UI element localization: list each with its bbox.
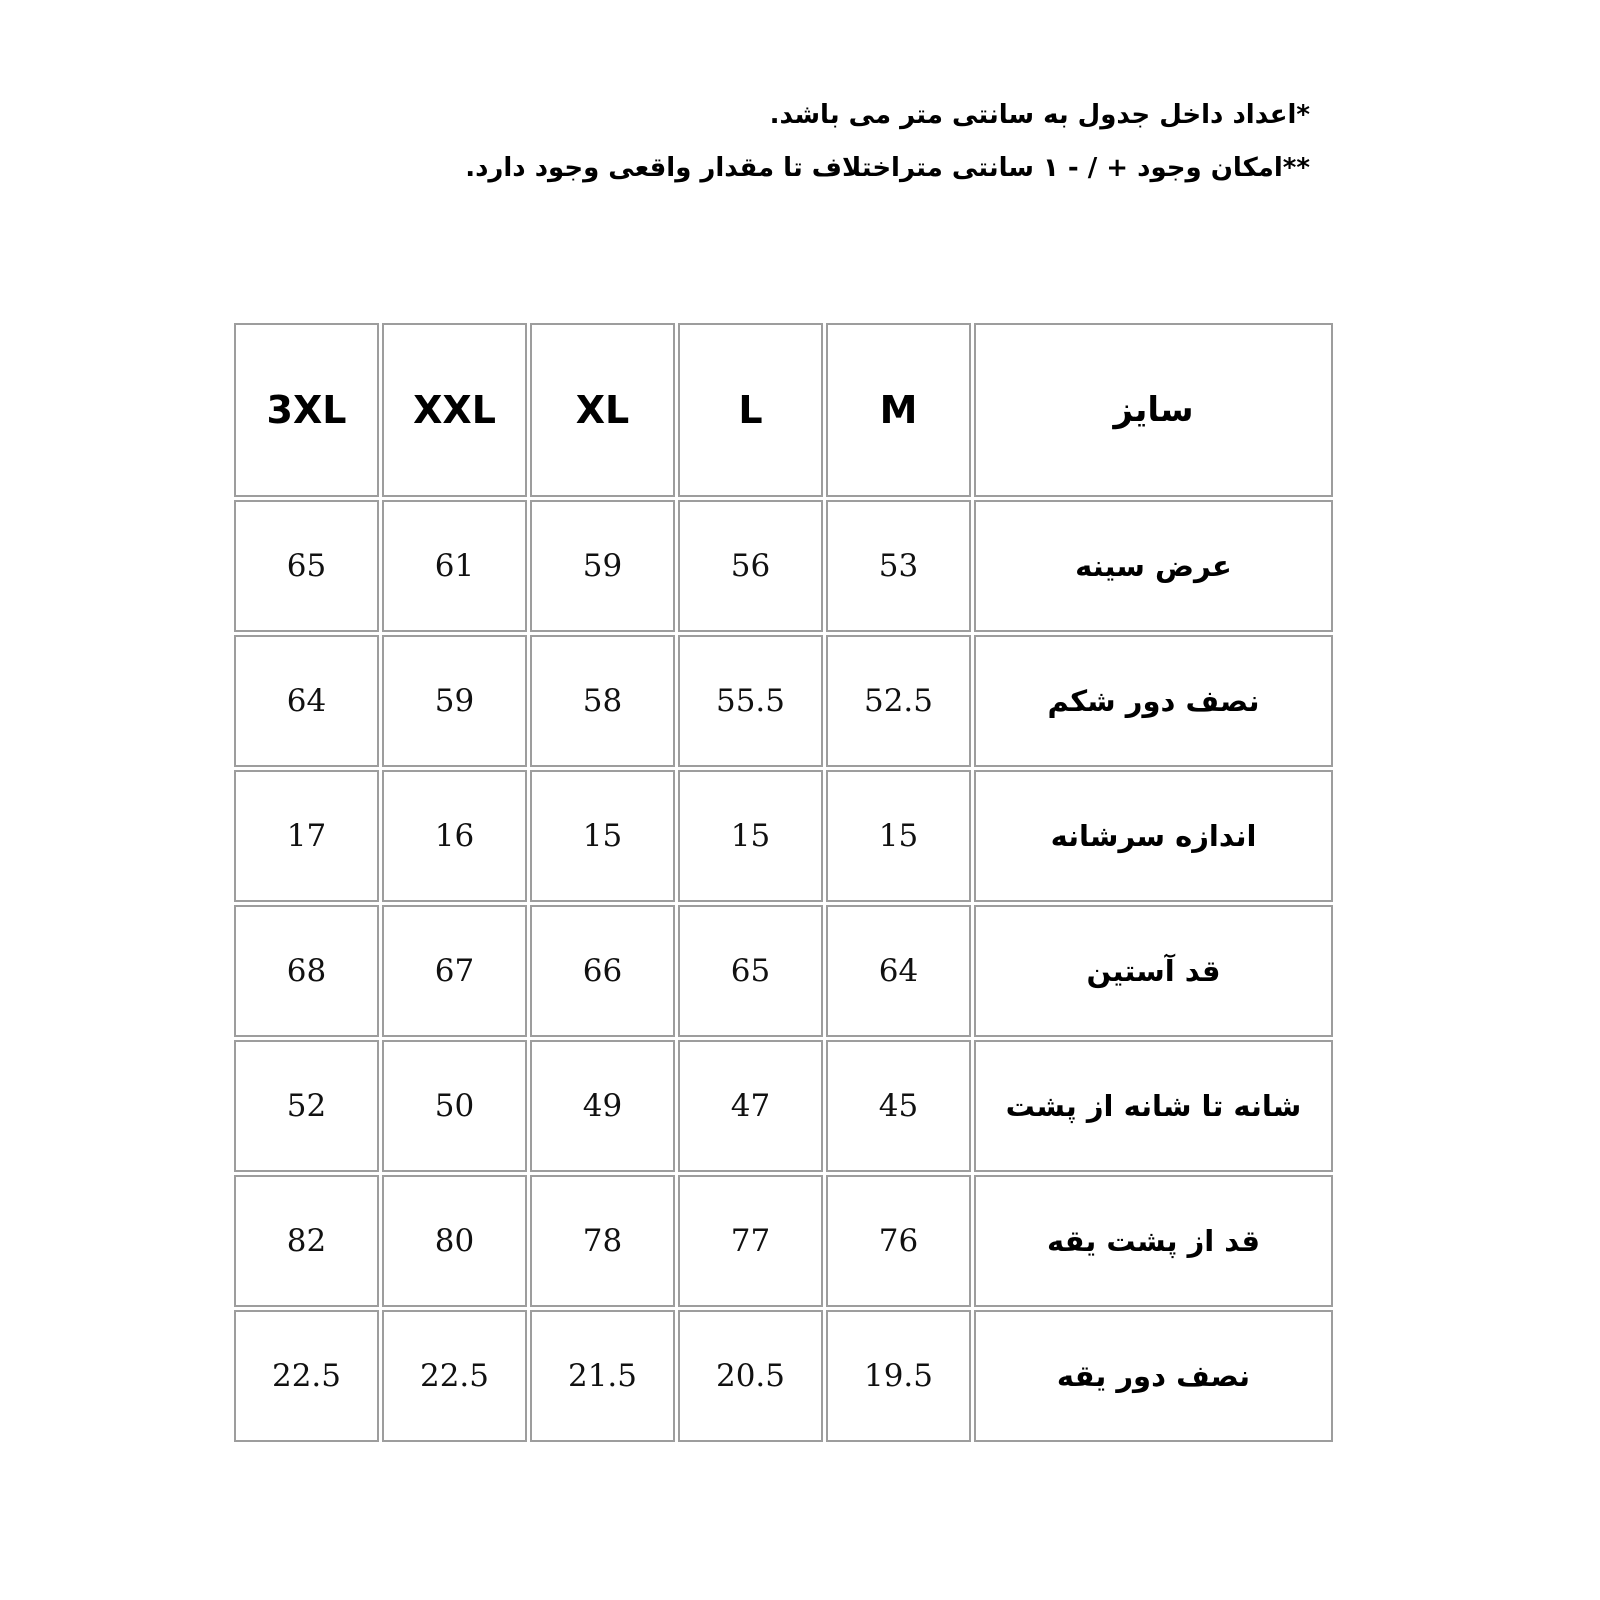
note-line-1: *اعداد داخل جدول به سانتی متر می باشد. [769, 100, 1310, 130]
header-size-m: M [826, 323, 971, 497]
table-row [234, 635, 1333, 767]
cell-value: 17 [234, 770, 379, 902]
row-label: شانه تا شانه از پشت [974, 1040, 1333, 1172]
row-label: قد آستین [974, 905, 1333, 1037]
cell-value: 52 [234, 1040, 379, 1172]
table-row [234, 1175, 1333, 1307]
cell-value: 50 [382, 1040, 527, 1172]
table-body [234, 500, 1333, 1442]
header-size-3xl: 3XL [234, 323, 379, 497]
header-size-xl: XL [530, 323, 675, 497]
cell-value: 21.5 [530, 1310, 675, 1442]
cell-value: 53 [826, 500, 971, 632]
row-label: اندازه سرشانه [974, 770, 1333, 902]
cell-value: 66 [530, 905, 675, 1037]
cell-value: 47 [678, 1040, 823, 1172]
cell-value: 16 [382, 770, 527, 902]
cell-value: 82 [234, 1175, 379, 1307]
cell-value: 68 [234, 905, 379, 1037]
cell-value: 15 [678, 770, 823, 902]
cell-value: 65 [234, 500, 379, 632]
cell-value: 52.5 [826, 635, 971, 767]
cell-value: 15 [826, 770, 971, 902]
cell-value: 55.5 [678, 635, 823, 767]
header-measurement-label: سایز [974, 323, 1333, 497]
cell-value: 80 [382, 1175, 527, 1307]
cell-value: 22.5 [382, 1310, 527, 1442]
table-head [234, 323, 1333, 497]
cell-value: 20.5 [678, 1310, 823, 1442]
cell-value: 58 [530, 635, 675, 767]
notes-block [290, 102, 1310, 181]
table-row [234, 1040, 1333, 1172]
cell-value: 59 [382, 635, 527, 767]
cell-value: 76 [826, 1175, 971, 1307]
table-row [234, 1310, 1333, 1442]
row-label: قد از پشت یقه [974, 1175, 1333, 1307]
cell-value: 64 [234, 635, 379, 767]
cell-value: 67 [382, 905, 527, 1037]
table-row [234, 905, 1333, 1037]
size-chart-container [252, 320, 1336, 1445]
header-row [234, 323, 1333, 497]
cell-value: 59 [530, 500, 675, 632]
cell-value: 22.5 [234, 1310, 379, 1442]
cell-value: 49 [530, 1040, 675, 1172]
row-label: نصف دور یقه [974, 1310, 1333, 1442]
cell-value: 45 [826, 1040, 971, 1172]
cell-value: 15 [530, 770, 675, 902]
header-size-l: L [678, 323, 823, 497]
table-row [234, 500, 1333, 632]
cell-value: 61 [382, 500, 527, 632]
cell-value: 65 [678, 905, 823, 1037]
row-label: نصف دور شکم [974, 635, 1333, 767]
cell-value: 78 [530, 1175, 675, 1307]
note-line-2: **امکان وجود + / - ۱ سانتی متراختلاف تا مقدار واقعی وجود دارد. [465, 153, 1310, 183]
table-row [234, 770, 1333, 902]
row-label: عرض سینه [974, 500, 1333, 632]
size-chart-table [231, 320, 1336, 1445]
cell-value: 19.5 [826, 1310, 971, 1442]
header-size-xxl: XXL [382, 323, 527, 497]
cell-value: 64 [826, 905, 971, 1037]
cell-value: 56 [678, 500, 823, 632]
cell-value: 77 [678, 1175, 823, 1307]
